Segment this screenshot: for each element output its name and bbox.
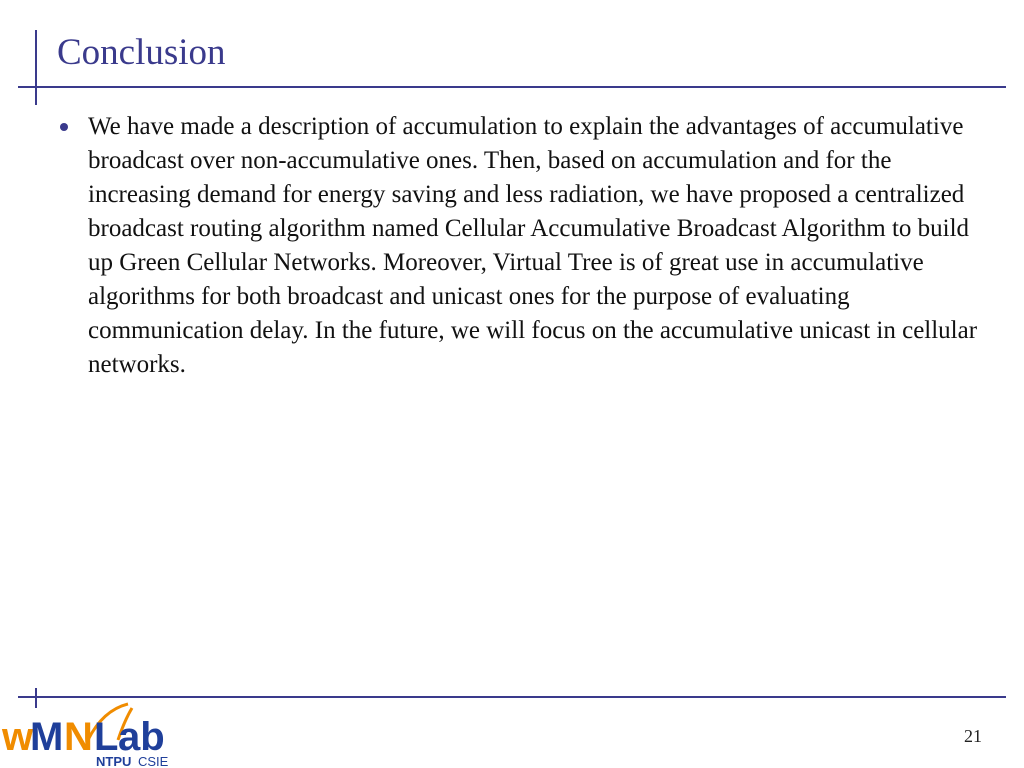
title-horizontal-rule bbox=[18, 86, 1006, 88]
bullet-item bbox=[58, 110, 988, 382]
title-vertical-rule bbox=[35, 30, 37, 105]
page-number: 21 bbox=[964, 726, 982, 746]
svg-text:w: w bbox=[2, 715, 34, 759]
svg-text:M: M bbox=[30, 715, 64, 759]
svg-text:NTPU: NTPU bbox=[96, 754, 132, 768]
slide-title: Conclusion bbox=[57, 32, 226, 73]
svg-text:ab: ab bbox=[118, 715, 165, 759]
wmnlab-logo bbox=[0, 700, 190, 768]
footer-horizontal-rule bbox=[18, 696, 1006, 698]
bullet-text: We have made a description of accumulation to explain the advantages of accumulative broadcast over non-accumulative ones. Then, based on accumulation and for the increasing demand for energy saving and less radiation, we have proposed a centralized broadcast routing algorithm named Cellular Accumulative Broadcast Algorithm to build up Green Cellular Networks. Moreover, Virtual Tree is of great use in accumulative algorithms for both broadcast and unicast ones for the purpose of evaluating communication delay. In the future, we will focus on the accumulative unicast in cellular networks. bbox=[88, 113, 978, 378]
svg-text:CSIE: CSIE bbox=[138, 754, 169, 768]
bullet-dot-icon bbox=[60, 123, 68, 131]
svg-text:N: N bbox=[64, 715, 93, 759]
svg-text:L: L bbox=[94, 715, 119, 759]
bullet-list bbox=[58, 110, 988, 382]
